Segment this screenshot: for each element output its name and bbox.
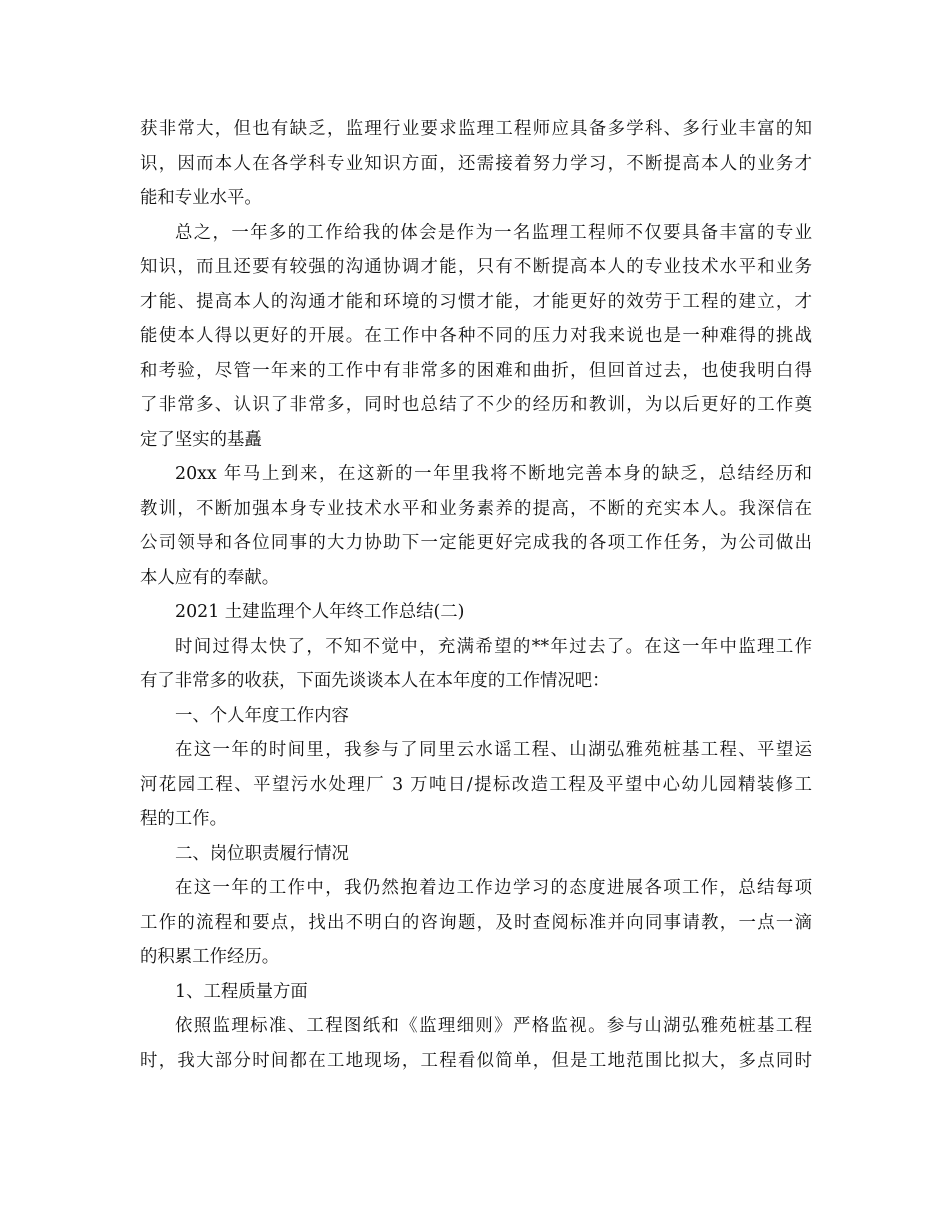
text-line: 依照监理标准、工程图纸和《监理细则》严格监视。参与山湖弘雅苑桩基工程 bbox=[175, 1016, 812, 1036]
text-line: 有了非常多的收获，下面先谈谈本人在本年度的工作情况吧： bbox=[140, 671, 610, 691]
text-line: 获非常大，但也有缺乏，监理行业要求监理工程师应具备多学科、多行业丰富的知 bbox=[140, 119, 812, 139]
text-line: 能和专业水平。 bbox=[140, 188, 262, 208]
text-line: 程的工作。 bbox=[140, 809, 227, 829]
text-line: 定了坚实的基矗 bbox=[140, 429, 262, 450]
subsection-heading: 1、工程质量方面 bbox=[175, 981, 308, 1002]
document-body bbox=[140, 112, 812, 1078]
text-line: 在这一年的工作中，我仍然抱着边工作边学习的态度进展各项工作，总结每项 bbox=[175, 878, 812, 898]
text-line: 时，我大部分时间都在工地现场，工程看似简单，但是工地范围比拟大，多点同时 bbox=[140, 1050, 812, 1071]
text-line: 识，因而本人在各学科专业知识方面，还需接着努力学习，不断提高本人的业务才 bbox=[140, 153, 812, 174]
text-line: 教训，不断加强本身专业技术水平和业务素养的提高，不断的充实本人。我深信在 bbox=[140, 498, 812, 519]
text-line: 20xx 年马上到来，在这新的一年里我将不断地完善本身的缺乏，总结经历和 bbox=[175, 464, 812, 484]
text-line: 了非常多、认识了非常多，同时也总结了不少的经历和教训，为以后更好的工作奠 bbox=[140, 395, 812, 415]
text-line: 总之，一年多的工作给我的体会是作为一名监理工程师不仅要具备丰富的专业 bbox=[175, 222, 812, 243]
text-line: 在这一年的时间里，我参与了同里云水谣工程、山湖弘雅苑桩基工程、平望运 bbox=[175, 740, 812, 760]
text-line: 知识，而且还要有较强的沟通协调才能，只有不断提高本人的专业技术水平和业务 bbox=[140, 257, 812, 277]
subsection-heading: 二、岗位职责履行情况 bbox=[175, 843, 349, 864]
section-heading: 2021 土建监理个人年终工作总结(二) bbox=[175, 602, 465, 622]
subsection-heading: 一、个人年度工作内容 bbox=[175, 705, 349, 726]
text-line: 本人应有的奉献。 bbox=[140, 567, 280, 588]
text-line: 能使本人得以更好的开展。在工作中各种不同的压力对我来说也是一种难得的挑战 bbox=[140, 326, 812, 346]
text-line: 的积累工作经历。 bbox=[140, 947, 280, 967]
text-line: 才能、提高本人的沟通才能和环境的习惯才能，才能更好的效劳于工程的建立，才 bbox=[140, 291, 812, 312]
text-line: 和考验，尽管一年来的工作中有非常多的困难和曲折，但回首过去，也使我明白得 bbox=[140, 360, 812, 381]
text-line: 公司领导和各位同事的大力协助下一定能更好完成我的各项工作任务，为公司做出 bbox=[140, 533, 812, 553]
text-line: 工作的流程和要点，找出不明白的咨询题，及时查阅标准并向同事请教，一点一滴 bbox=[140, 912, 812, 933]
text-line: 时间过得太快了，不知不觉中，充满希望的**年过去了。在这一年中监理工作 bbox=[175, 636, 812, 657]
text-line: 河花园工程、平望污水处理厂 3 万吨日/提标改造工程及平望中心幼儿园精装修工 bbox=[140, 774, 812, 795]
